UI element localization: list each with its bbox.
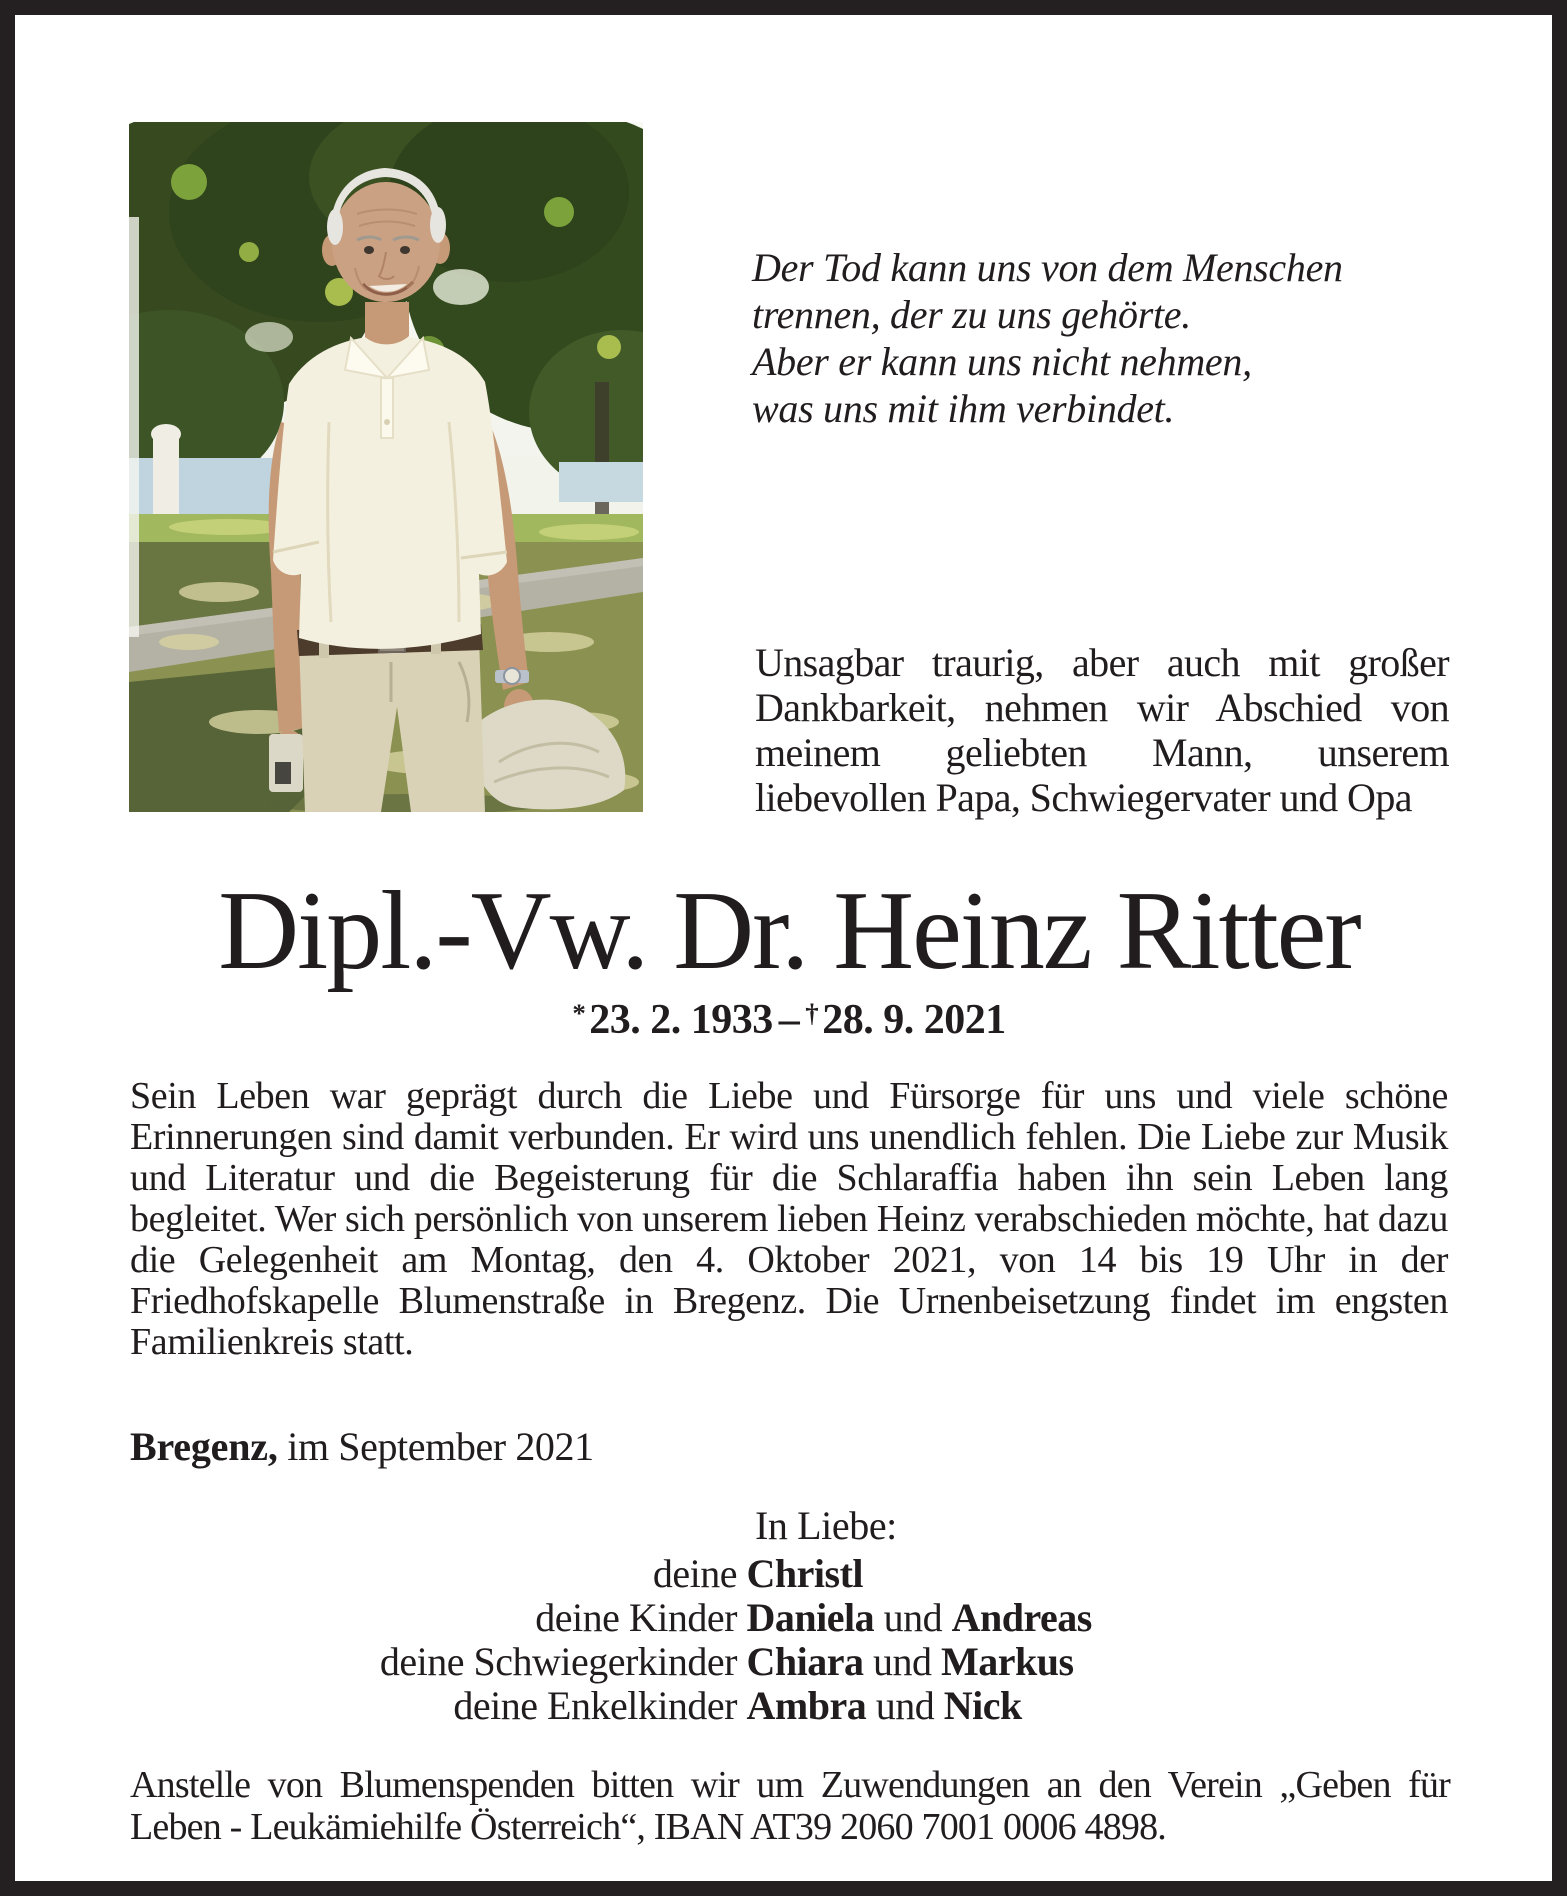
family-names: Chiara und Markus xyxy=(746,1639,1074,1684)
family-names: Ambra und Nick xyxy=(746,1683,1022,1728)
death-cross-icon: † xyxy=(805,997,819,1028)
family-list xyxy=(130,1552,1460,1728)
quote-line: Der Tod kann uns von dem Menschen xyxy=(752,245,1343,290)
birth-date: 23. 2. 1933 xyxy=(589,997,773,1043)
donation-paragraph: Anstelle von Blumenspenden bitten wir um Zuwendungen an den Verein „Geben für Leben - Leukämiehilfe Österreich“, IBAN AT39 2060 7001 0006 4898. xyxy=(130,1764,1450,1848)
intro-paragraph: Unsagbar traurig, aber auch mit großer Dankbarkeit, nehmen wir Abschied von meinem geliebten Mann, unserem liebevollen Papa, Schwiegervater und Opa xyxy=(755,640,1449,820)
obituary-paragraph: Sein Leben war geprägt durch die Liebe und Fürsorge für uns und viele schöne Erinnerungen sind damit verbunden. Er wird uns unendlich fehlen. Die Liebe zur Musik und Literatur und die Begeisterung für die Schlaraffia haben ihn sein Leben lang begleitet. Wer sich persönlich von unserem lieben Heinz verabschieden möchte, hat dazu die Gelegenheit am Montag, den 4. Oktober 2021, von 14 bis 19 Uhr in der Friedhofskapelle Blumenstraße in Bregenz. Die Urnenbeisetzung findet im engsten Familienkreis statt. xyxy=(130,1075,1448,1363)
family-names: Daniela und Andreas xyxy=(746,1595,1092,1640)
family-row xyxy=(130,1552,1460,1596)
face xyxy=(332,182,440,302)
birth-star-icon: * xyxy=(572,997,586,1028)
portrait-photo xyxy=(129,122,643,812)
memorial-quote xyxy=(752,244,1432,432)
deceased-name-headline: Dipl.-Vw. Dr. Heinz Ritter xyxy=(218,869,1360,993)
family-prefix: deine xyxy=(652,1551,737,1596)
quote-line: Aber er kann uns nicht nehmen, xyxy=(752,339,1252,384)
death-date: 28. 9. 2021 xyxy=(822,997,1006,1043)
life-dates xyxy=(130,996,1448,1044)
portrait-photo-illustration xyxy=(129,122,643,812)
family-row xyxy=(130,1640,1460,1684)
dates-separator: – xyxy=(778,997,800,1043)
family-names: Christl xyxy=(746,1551,863,1596)
family-prefix: deine Kinder xyxy=(535,1595,737,1640)
family-row xyxy=(130,1684,1460,1728)
family-prefix: deine Enkelkinder xyxy=(453,1683,737,1728)
place: Bregenz, xyxy=(130,1424,278,1469)
quote-line: trennen, der zu uns gehörte. xyxy=(752,292,1191,337)
family-prefix: deine Schwiegerkinder xyxy=(379,1639,737,1684)
date: im September 2021 xyxy=(287,1424,594,1469)
quote-line: was uns mit ihm verbindet. xyxy=(752,386,1175,431)
closing-heading: In Liebe: xyxy=(755,1503,897,1548)
place-date-line xyxy=(130,1423,594,1470)
family-row xyxy=(130,1596,1460,1640)
